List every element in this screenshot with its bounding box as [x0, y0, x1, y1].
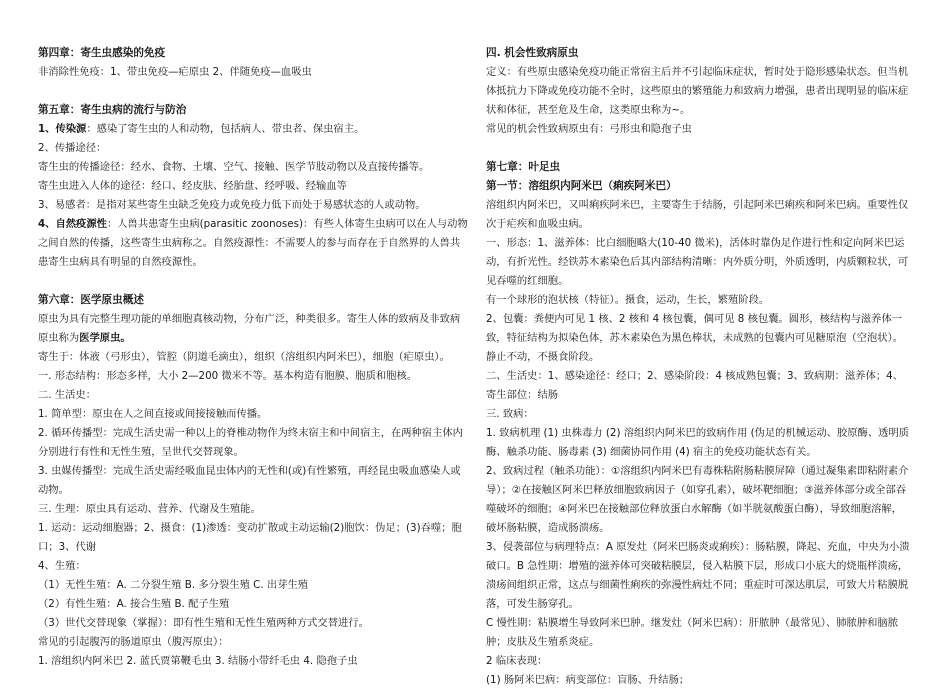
paragraph-text: 4、生殖：	[38, 560, 86, 572]
paragraph	[38, 348, 468, 367]
section-heading	[38, 101, 468, 120]
section-heading	[38, 44, 468, 63]
paragraph-text: ：人兽共患寄生虫病(parasitic zoonoses)：有些人体寄生虫病可以在人与动物之间自然的传播，这些寄生虫病称之。自然疫源性：不需要人的参与而存在于自然界的人兽共患寄生虫病具有明显的自然疫源性。	[38, 218, 468, 268]
paragraph	[38, 500, 468, 519]
section-heading	[486, 158, 912, 177]
paragraph	[38, 633, 468, 652]
paragraph	[38, 462, 468, 500]
paragraph-spacer	[38, 272, 468, 291]
paragraph-text: 第五章：寄生虫病的流行与防治	[38, 104, 187, 116]
paragraph	[38, 196, 468, 215]
paragraph-text: 1. 溶组织内阿米巴 2. 蓝氏贾第鞭毛虫 3. 结肠小带纤毛虫 4. 隐孢子虫	[38, 655, 358, 667]
paragraph	[38, 215, 468, 272]
paragraph	[38, 139, 468, 158]
bold-term: 1、传染源	[38, 123, 87, 135]
paragraph	[486, 120, 912, 139]
paragraph-text: 2 临床表现：	[486, 655, 548, 667]
paragraph-text: 有一个球形的泡状核（特征）。摄食，运动，生长，繁殖阶段。	[486, 294, 770, 306]
paragraph	[38, 519, 468, 557]
paragraph	[486, 538, 912, 614]
paragraph-text: 常见的引起腹泻的肠道原虫（腹泻原虫）：	[38, 636, 229, 648]
paragraph	[38, 177, 468, 196]
paragraph-text: 第七章：叶足虫	[486, 161, 561, 173]
paragraph	[486, 234, 912, 291]
paragraph	[486, 291, 912, 310]
paragraph-text: （3）世代交替现象（掌握）：即有性生殖和无性生殖两种方式交替进行。	[38, 617, 369, 629]
paragraph	[486, 652, 912, 671]
paragraph	[38, 63, 468, 82]
paragraph-text: 四. 机会性致病原虫	[486, 47, 579, 59]
paragraph	[38, 614, 468, 633]
paragraph-spacer	[486, 139, 912, 158]
section-heading	[486, 177, 912, 196]
paragraph	[38, 576, 468, 595]
paragraph	[38, 367, 468, 386]
paragraph-text: 二、生活史：1、感染途径：经口；2、感染阶段：4 核成熟包囊；3、致病期：滋养体；4、寄生部位：结肠	[486, 370, 904, 401]
paragraph	[486, 63, 912, 120]
paragraph	[486, 671, 912, 690]
paragraph	[38, 310, 468, 348]
paragraph-text: 3、易感者：是指对某些寄生虫缺乏免疫力或免疫力低下而处于易感状态的人或动物。	[38, 199, 426, 211]
paragraph-text: 溶组织内阿米巴，又叫痢疾阿米巴，主要寄生于结肠，引起阿米巴痢疾和阿米巴病。重要性仅次于疟疾和血吸虫病。	[486, 199, 909, 230]
paragraph-text: 1. 致病机理 (1) 虫株毒力 (2) 溶组织内阿米巴的致病作用 (伪足的机械运动、胶原酶、透明质酶、触杀功能、肠毒素 (3) 细菌协同作用 (4) 宿主的免疫功能状态有关。	[486, 427, 910, 458]
paragraph	[38, 595, 468, 614]
section-heading	[486, 44, 912, 63]
paragraph-text: 1. 运动：运动细胞器；2、摄食：(1)渗透：变动扩散或主动运输(2)胞饮：伪足；(3)吞噬；胞口；3、代谢	[38, 522, 462, 553]
paragraph	[486, 424, 912, 462]
paragraph-text: 一、形态：1、滋养体：比白细胞略大(10-40 微米)，活体时靠伪足作进行性和定向阿米巴运动，有折光性。经铁苏木素染色后其内部结构清晰：内外质分明，外质透明，内质颗粒状，可见吞噬的红细胞。	[486, 237, 909, 287]
paragraph	[38, 405, 468, 424]
paragraph	[486, 196, 912, 234]
paragraph-text: 第一节：溶组织内阿米巴（痢疾阿米巴）	[486, 180, 677, 192]
paragraph-text: 第四章：寄生虫感染的免疫	[38, 47, 166, 59]
paragraph	[486, 614, 912, 652]
paragraph-text: 2、包囊：粪便内可见 1 核、2 核和 4 核包囊，偶可见 8 核包囊。圆形，核结构与滋养体一致，特征结构为拟染色体，苏木素染色为黑色棒状，未成熟的包囊内可见糖原泡（空泡状）。静止不动，不摄食阶段。	[486, 313, 904, 363]
paragraph	[38, 120, 468, 139]
paragraph-text: （2）有性生殖：A. 接合生殖 B. 配子生殖	[38, 598, 230, 610]
paragraph-text: 2. 循环传播型：完成生活史需一种以上的脊椎动物作为终末宿主和中间宿主，在两种宿主体内分别进行有性和无性生殖，呈世代交替现象。	[38, 427, 463, 458]
paragraph	[486, 310, 912, 367]
paragraph	[38, 386, 468, 405]
paragraph-text: ：感染了寄生虫的人和动物，包括病人、带虫者、保虫宿主。	[86, 123, 365, 135]
paragraph	[38, 557, 468, 576]
right-column	[486, 44, 912, 690]
section-heading	[38, 291, 468, 310]
left-column	[38, 44, 468, 671]
paragraph-text: 第六章：医学原虫概述	[38, 294, 144, 306]
paragraph-text: 一. 形态结构：形态多样，大小 2—200 微米不等。基本构造有胞膜、胞质和胞核。	[38, 370, 418, 382]
paragraph-text: 2、致病过程（触杀功能）：①溶组织内阿米巴有毒株粘附肠粘膜屏障（通过凝集素即粘附素介导）；②在接触区阿米巴释放细胞致病因子（如穿孔素），破坏靶细胞；③滋养体部分或全部吞噬破坏的细胞；④阿米巴在接触部位释放蛋白水解酶（如半胱氨酸蛋白酶），导致细胞溶解，破坏肠粘膜，造成肠溃疡。	[486, 465, 909, 534]
paragraph-text: 3、侵袭部位与病理特点：A 原发灶（阿米巴肠炎或痢疾）：肠粘膜，降起、充血，中央为小溃破口。B 急性期：增殖的滋养体可突破粘膜层，侵入粘膜下层，形成口小底大的烧瓶样溃疡，溃疡间组织正常，这点与细菌性痢疾的弥漫性病灶不同；重症时可深达肌层，可致大片粘膜脱落，可发生肠穿孔。	[486, 541, 910, 610]
paragraph-text: 寄生于：体液（弓形虫），管腔（阴道毛滴虫），组织（溶组织内阿米巴），细胞（疟原虫）。	[38, 351, 450, 363]
paragraph-spacer	[38, 82, 468, 101]
paragraph-text: 定义：有些原虫感染免疫功能正常宿主后并不引起临床症状，暂时处于隐形感染状态。但当机体抵抗力下降或免疫功能不全时，这些原虫的繁殖能力和致病力增强，患者出现明显的临床症状和体征，甚至危及生命，这类原虫称为~。	[486, 66, 909, 116]
paragraph	[38, 424, 468, 462]
paragraph-text: (1) 肠阿米巴病：病变部位：盲肠、升结肠；	[486, 674, 690, 686]
paragraph-text: 寄生虫进入人体的途径：经口、经皮肤、经胎盘、经呼吸、经输血等	[38, 180, 347, 192]
bold-term: 4、自然疫源性	[38, 218, 107, 230]
paragraph-text: 三. 致病：	[486, 408, 534, 420]
paragraph	[38, 158, 468, 177]
paragraph-text: C 慢性期：粘膜增生导致阿米巴肿。继发灶（阿米巴病）：肝脓肿（最常见）、肺脓肿和脑脓肿；皮肤及生殖系炎症。	[486, 617, 899, 648]
paragraph-text: 1. 简单型：原虫在人之间直接或间接接触而传播。	[38, 408, 268, 420]
paragraph-text: （1）无性生殖：A. 二分裂生殖 B. 多分裂生殖 C. 出芽生殖	[38, 579, 309, 591]
paragraph-text: 寄生虫的传播途径：经水、食物、土壤、空气、接触、医学节肢动物以及直接传播等。	[38, 161, 430, 173]
paragraph-text: 非消除性免疫：1、带虫免疫—疟原虫 2、伴随免疫—血吸虫	[38, 66, 312, 78]
paragraph-text: 3. 虫媒传播型：完成生活史需经吸血昆虫体内的无性和(或)有性繁殖，再经昆虫吸血感染人或动物。	[38, 465, 461, 496]
paragraph-text: 原虫为具有完整生理功能的单细胞真核动物，分布广泛，种类很多。寄生人体的致病及非致病原虫称为	[38, 313, 461, 344]
paragraph-text: 2、传播途径：	[38, 142, 107, 154]
paragraph	[486, 367, 912, 405]
paragraph-text: 三. 生理：原虫具有运动、营养、代谢及生殖能。	[38, 503, 261, 515]
paragraph	[486, 405, 912, 424]
paragraph	[486, 462, 912, 538]
paragraph	[38, 652, 468, 671]
bold-term: 医学原虫。	[79, 332, 131, 344]
paragraph-text: 常见的机会性致病原虫有：弓形虫和隐孢子虫	[486, 123, 692, 135]
paragraph-text: 二. 生活史：	[38, 389, 97, 401]
